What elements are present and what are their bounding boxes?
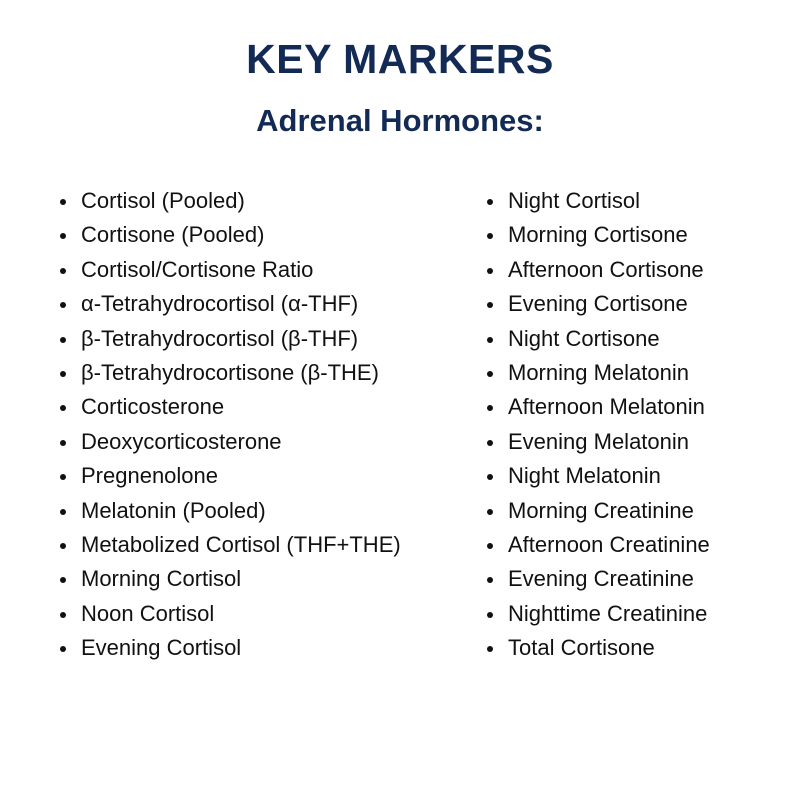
- list-item: [487, 425, 787, 459]
- list-item: [487, 322, 787, 356]
- marker-label: Evening Cortisone: [508, 291, 688, 317]
- list-item: [60, 287, 480, 321]
- list-item: [60, 597, 480, 631]
- bullet-icon: [60, 268, 66, 274]
- list-item: [60, 184, 480, 218]
- bullet-icon: [487, 474, 493, 480]
- bullet-icon: [60, 233, 66, 239]
- bullet-icon: [487, 405, 493, 411]
- bullet-icon: [487, 337, 493, 343]
- marker-label: Pregnenolone: [81, 463, 219, 489]
- bullet-icon: [487, 268, 493, 274]
- marker-label: α-Tetrahydrocortisol (α-THF): [81, 291, 359, 317]
- list-item: [60, 494, 480, 528]
- bullet-icon: [487, 509, 493, 515]
- bullet-icon: [60, 302, 66, 308]
- bullet-icon: [60, 509, 66, 515]
- bullet-icon: [60, 577, 66, 583]
- marker-label: Morning Melatonin: [508, 359, 689, 385]
- list-item: [60, 356, 480, 390]
- marker-label: Night Cortisol: [508, 188, 641, 213]
- marker-label: Evening Melatonin: [508, 428, 690, 454]
- bullet-icon: [487, 199, 493, 205]
- bullet-icon: [487, 302, 493, 308]
- bullet-icon: [487, 577, 493, 583]
- marker-label: Night Cortisone: [508, 325, 660, 351]
- list-item: [60, 253, 480, 287]
- marker-label: Morning Creatinine: [508, 497, 694, 523]
- list-item: [487, 356, 787, 390]
- marker-label: Melatonin (Pooled): [81, 497, 266, 523]
- list-item: [487, 494, 787, 528]
- bullet-icon: [487, 612, 493, 618]
- marker-label: Total Cortisone: [508, 635, 655, 661]
- marker-label: Cortisol/Cortisone Ratio: [81, 256, 314, 282]
- marker-label: Corticosterone: [81, 394, 225, 420]
- marker-label: Afternoon Creatinine: [508, 531, 710, 557]
- list-item: [60, 631, 480, 665]
- marker-label: Afternoon Cortisone: [508, 256, 704, 282]
- marker-list-left: [60, 184, 480, 665]
- marker-label: Afternoon Melatonin: [508, 394, 705, 420]
- bullet-icon: [487, 646, 493, 652]
- list-item: [487, 218, 787, 252]
- marker-label: Cortisone (Pooled): [81, 222, 265, 248]
- bullet-icon: [60, 646, 66, 652]
- bullet-icon: [487, 233, 493, 239]
- bullet-icon: [487, 371, 493, 377]
- list-item: [60, 425, 480, 459]
- marker-label: Evening Cortisol: [81, 635, 242, 661]
- bullet-icon: [60, 199, 66, 205]
- list-item: [487, 184, 787, 218]
- bullet-icon: [60, 337, 66, 343]
- list-item: [60, 322, 480, 356]
- marker-label: Cortisol (Pooled): [81, 188, 245, 213]
- marker-label: Night Melatonin: [508, 463, 661, 489]
- list-item: [60, 459, 480, 493]
- list-item: [487, 253, 787, 287]
- list-item: [487, 528, 787, 562]
- list-item: [487, 631, 787, 665]
- list-item: [487, 287, 787, 321]
- marker-label: Nighttime Creatinine: [508, 600, 708, 626]
- list-item: [60, 528, 480, 562]
- page-title: KEY MARKERS: [246, 36, 554, 82]
- marker-label: Noon Cortisol: [81, 600, 215, 626]
- list-item: [487, 390, 787, 424]
- list-item: [60, 562, 480, 596]
- bullet-icon: [60, 543, 66, 549]
- marker-label: Evening Creatinine: [508, 566, 694, 592]
- bullet-icon: [60, 474, 66, 480]
- marker-label: Metabolized Cortisol (THF+THE): [81, 531, 401, 557]
- list-item: [60, 218, 480, 252]
- marker-label: Deoxycorticosterone: [81, 428, 282, 454]
- list-item: [487, 597, 787, 631]
- marker-label: β-Tetrahydrocortisone (β-THE): [81, 359, 379, 385]
- list-item: [60, 390, 480, 424]
- marker-label: β-Tetrahydrocortisol (β-THF): [81, 325, 359, 351]
- marker-list-right: [487, 184, 787, 665]
- section-subtitle: Adrenal Hormones:: [256, 103, 544, 138]
- bullet-icon: [60, 440, 66, 446]
- bullet-icon: [487, 543, 493, 549]
- marker-label: Morning Cortisol: [81, 566, 242, 592]
- bullet-icon: [60, 405, 66, 411]
- list-item: [487, 459, 787, 493]
- marker-label: Morning Cortisone: [508, 222, 688, 248]
- bullet-icon: [60, 371, 66, 377]
- bullet-icon: [60, 612, 66, 618]
- bullet-icon: [487, 440, 493, 446]
- list-item: [487, 562, 787, 596]
